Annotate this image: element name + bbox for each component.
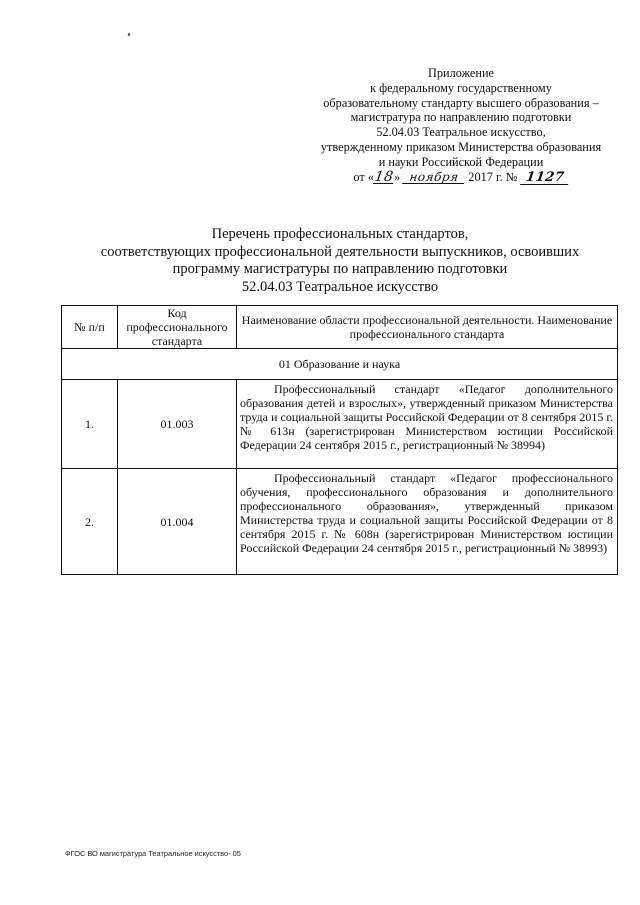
table-header-row [62,306,618,349]
row-num: 1. [62,380,118,469]
table-row [62,469,618,575]
row-num: 2. [62,469,118,575]
header-name: Наименование области профессиональной деятельности. Наименование профессионального стандарта [237,306,618,349]
row-description: Профессиональный стандарт «Педагог дополнительного образования детей и взрослых», утвержденный приказом Министерства труда и социальной защиты Российской Федерации от 8 сентября 2015 г. № 613н (зарегистрирован Министерством юстиции Российской Федерации 24 сентября 2015 г., регистрационный № 38994) [237,380,618,469]
title-line-4: 52.04.03 Театральное искусство [241,278,439,295]
appendix-line-6: утвержденному приказом Министерства образования [320,139,602,154]
appendix-header [305,66,617,185]
year-text: 2017 г. № [468,169,518,184]
title-line-1: Перечень профессиональных стандартов, [211,226,469,242]
standards-table [61,305,618,575]
handwritten-month: ноября [402,171,466,184]
date-prefix: от « [353,169,374,184]
appendix-line-1: Приложение [428,66,494,80]
appendix-line-2: к федеральному государственному [370,80,552,95]
date-mid: » [393,169,401,184]
appendix-line-5: 52.04.03 Театральное искусство, [376,125,546,140]
row-code: 01.004 [118,469,237,575]
table-row [62,380,618,469]
appendix-line-7: и науки Российской Федерации [378,154,544,169]
handwritten-order-number: 1127 [520,172,570,185]
appendix-line-3: образовательному стандарту высшего образования – [323,95,599,110]
footer-note: ФГОС ВО магистратура Театральное искусство- 05 [65,849,241,858]
section-row [62,349,618,380]
row-code: 01.003 [118,380,237,469]
header-num: № п/п [62,306,118,349]
order-date-line [305,170,617,185]
section-label: 01 Образование и наука [62,349,618,380]
appendix-line-4: магистратура по направлению подготовки [350,110,572,125]
handwritten-day: 18 [373,168,395,185]
title-line-2: соответствующих профессиональной деятельности выпускников, освоивших [100,243,580,260]
scan-speck [128,33,131,37]
row-description: Профессиональный стандарт «Педагог профессионального обучения, профессионального образования и дополнительного профессионального образования», утвержденный приказом Министерства труда и социальной защиты Российской Федерации от 8 сентября 2015 г. № 608н (зарегистрирован Министерством юстиции Российской Федерации 24 сентября 2015 г., регистрационный № 38993) [237,469,618,575]
header-code: Код профессионального стандарта [118,306,237,349]
title-line-3: программу магистратуры по направлению подготовки [172,261,508,277]
document-title [60,226,620,296]
